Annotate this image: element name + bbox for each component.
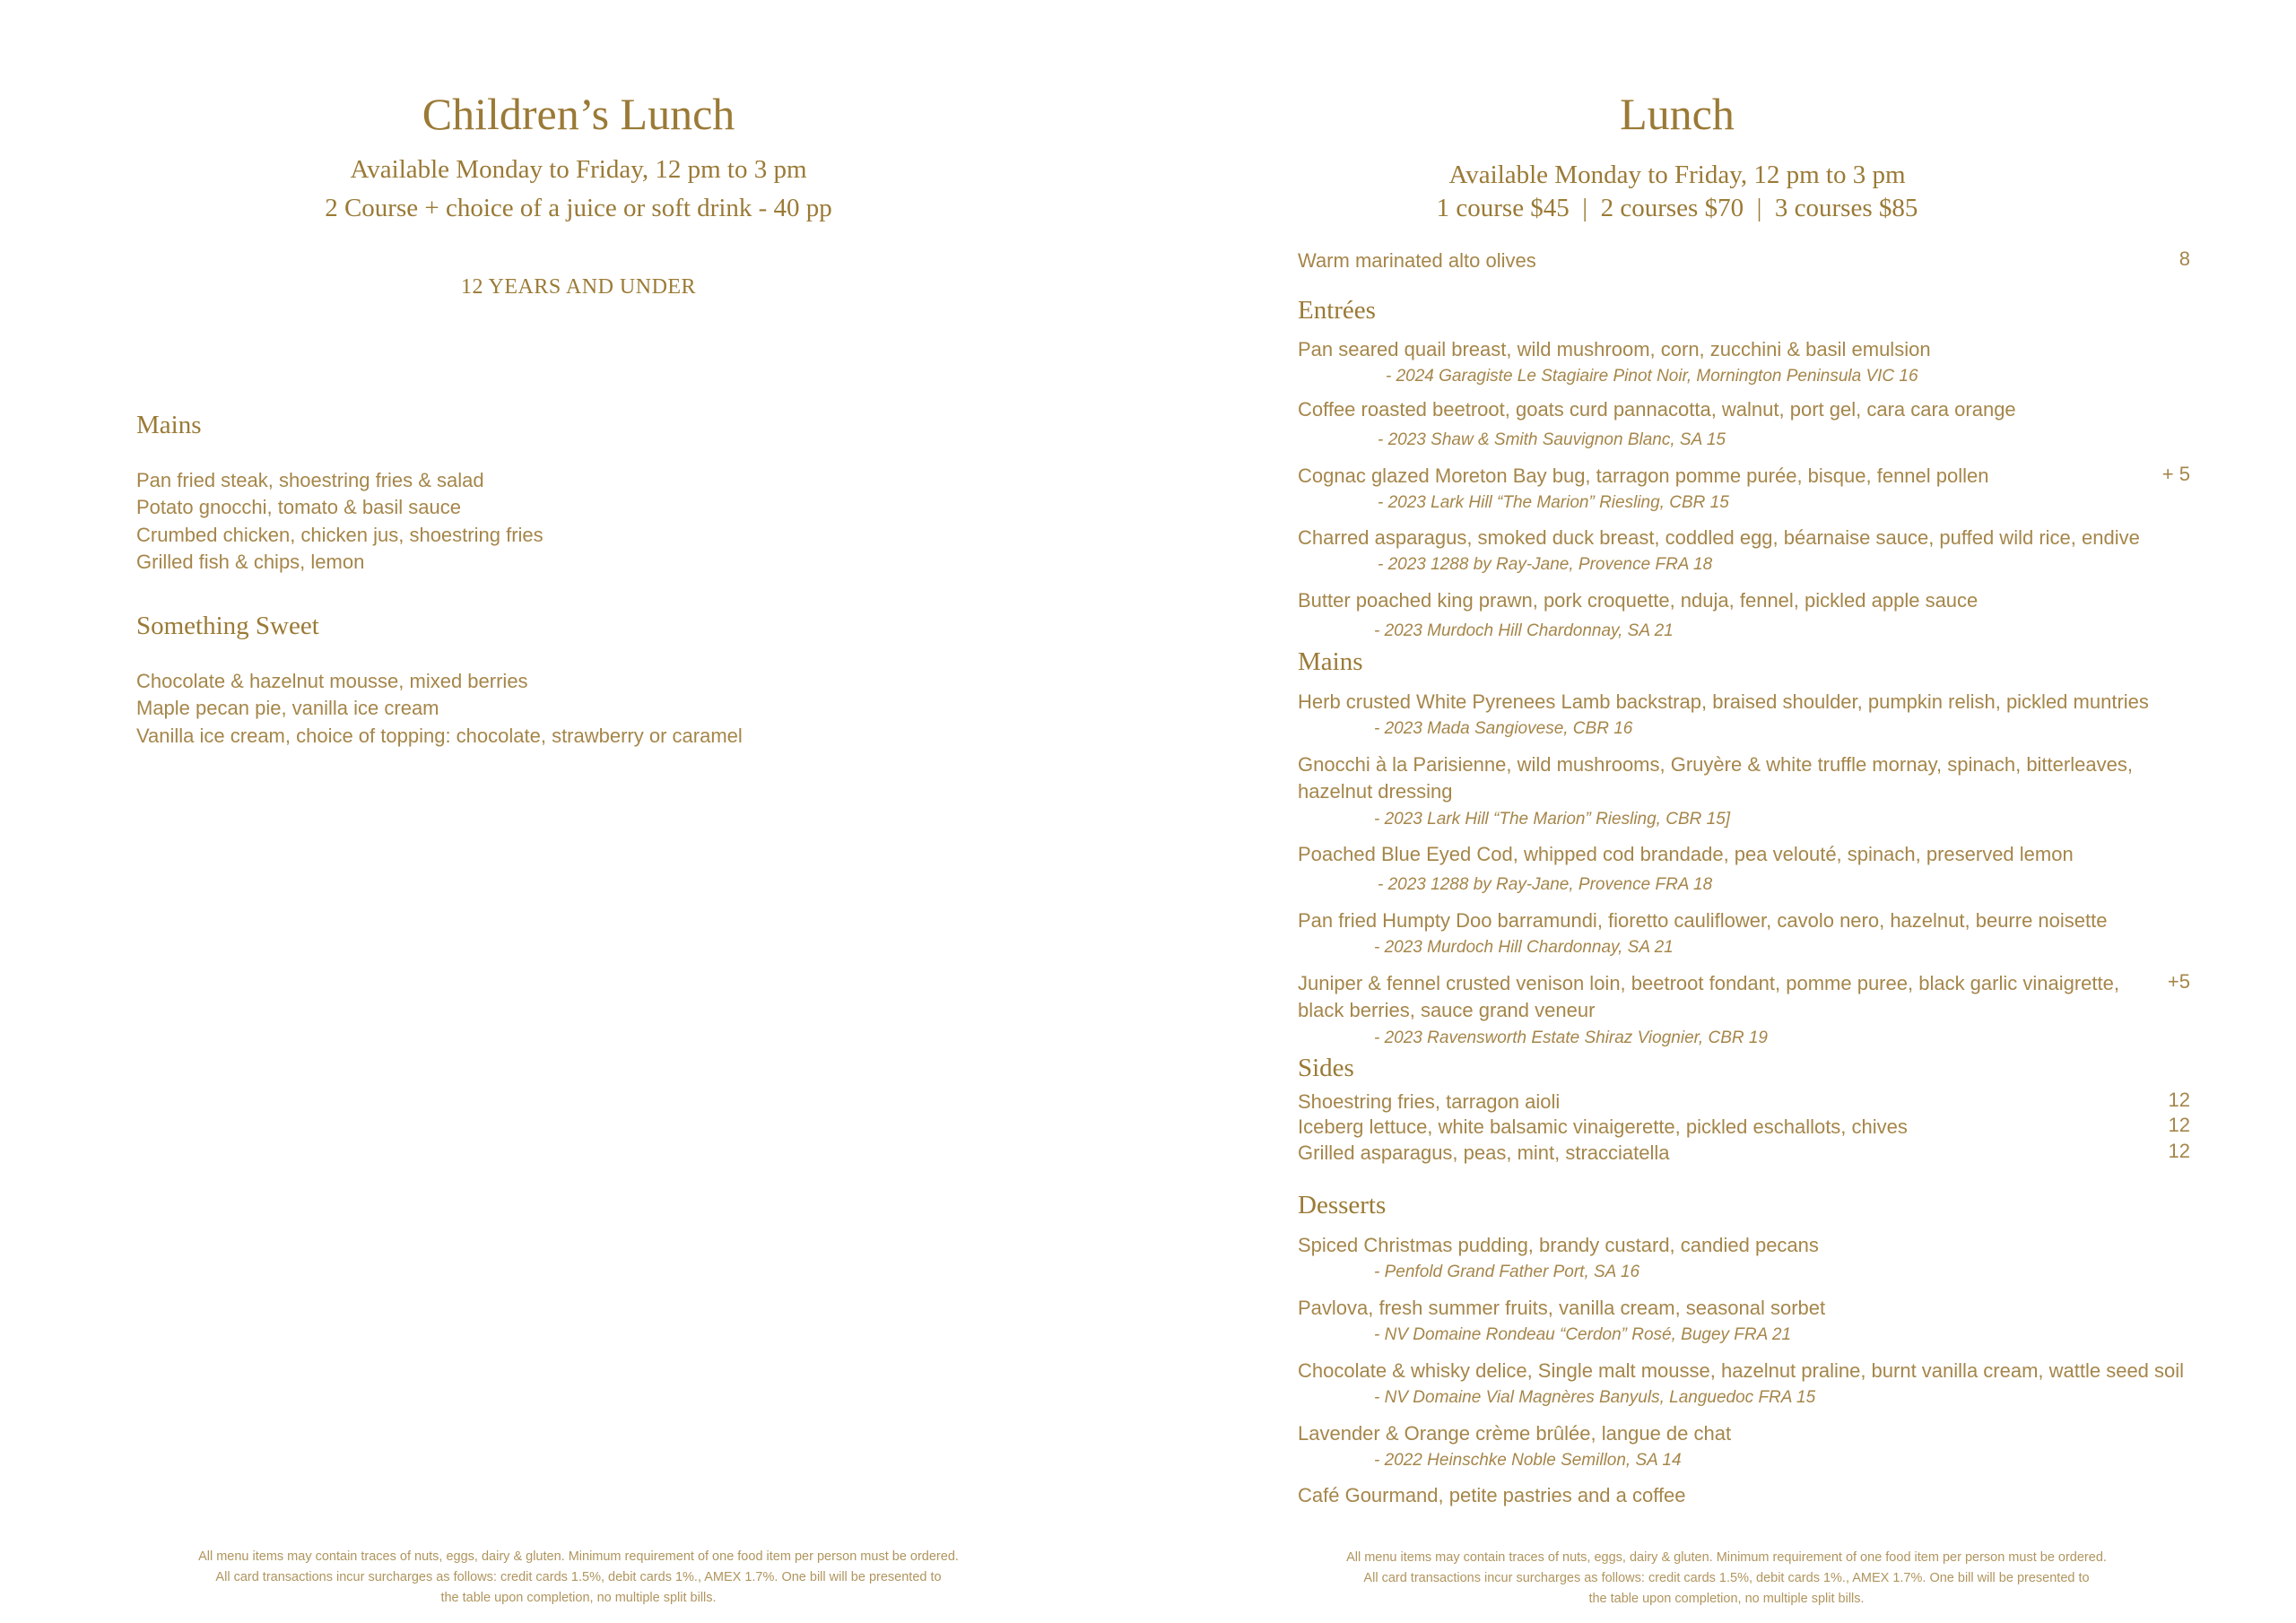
- item-price: +5: [2167, 970, 2190, 993]
- wine-pairing: - 2024 Garagiste Le Stagiaire Pinot Noir, Mornington Peninsula VIC 16: [1386, 367, 1918, 386]
- wine-pairing: - 2023 Ravensworth Estate Shiraz Viognier, CBR 19: [1374, 1028, 1768, 1047]
- menu-item-continued: hazelnut dressing: [1298, 780, 1453, 803]
- wine-pairing: - 2023 Mada Sangiovese, CBR 16: [1374, 719, 1633, 738]
- menu-item: Spiced Christmas pudding, brandy custard, candied pecans: [1298, 1234, 1819, 1256]
- menu-item: Gnocchi à la Parisienne, wild mushrooms, Gruyère & white truffle mornay, spinach, bitterleaves,: [1298, 753, 2133, 776]
- wine-pairing: - 2023 Lark Hill “The Marion” Riesling, CBR 15]: [1374, 810, 1731, 829]
- availability-text: Available Monday to Friday, 12 pm to 3 pm: [1448, 161, 1906, 189]
- footer-line: the table upon completion, no multiple split bills.: [1588, 1592, 1865, 1606]
- list-item: Vanilla ice cream, choice of topping: chocolate, strawberry or caramel: [136, 725, 743, 747]
- footer-note: [108, 1547, 1049, 1609]
- wine-pairing: - NV Domaine Vial Magnères Banyuls, Languedoc FRA 15: [1374, 1388, 1816, 1407]
- menu-item: Pavlova, fresh summer fruits, vanilla cream, seasonal sorbet: [1298, 1297, 1826, 1319]
- menu-item: Pan seared quail breast, wild mushroom, corn, zucchini & basil emulsion: [1298, 338, 1931, 360]
- footer-line: the table upon completion, no multiple split bills.: [440, 1591, 717, 1605]
- list-item: Grilled fish & chips, lemon: [136, 551, 365, 573]
- menu-item: Coffee roasted beetroot, goats curd pannacotta, walnut, port gel, cara cara orange: [1298, 398, 2016, 421]
- wine-pairing: - 2023 Lark Hill “The Marion” Riesling, CBR 15: [1378, 493, 1729, 512]
- wine-pairing: - NV Domaine Rondeau “Cerdon” Rosé, Bugey FRA 21: [1374, 1325, 1792, 1344]
- footer-line: All card transactions incur surcharges as follows: credit cards 1.5%, debit cards 1%., AMEX 1.7%. One bill will be presented to: [1363, 1571, 2090, 1585]
- item-price: 12: [2168, 1089, 2190, 1111]
- wine-pairing: - 2023 1288 by Ray-Jane, Provence FRA 18: [1378, 555, 1713, 574]
- page-title: Children’s Lunch: [422, 89, 735, 139]
- menu-item: Cognac glazed Moreton Bay bug, tarragon pomme purée, bisque, fennel pollen: [1298, 464, 1989, 487]
- footer-line: All menu items may contain traces of nuts, eggs, dairy & gluten. Minimum requirement of one food item per person must be ordered.: [1346, 1550, 2107, 1565]
- entrees-heading: Entrées: [1298, 296, 1376, 325]
- footer-line: All menu items may contain traces of nuts, eggs, dairy & gluten. Minimum requirement of one food item per person must be ordered.: [198, 1549, 959, 1564]
- item-price: + 5: [2161, 463, 2190, 485]
- menu-item: Pan fried Humpty Doo barramundi, fioretto cauliflower, cavolo nero, hazelnut, beurre noisette: [1298, 909, 2108, 932]
- menu-item-continued: black berries, sauce grand veneur: [1298, 999, 1596, 1021]
- menu-item: Poached Blue Eyed Cod, whipped cod brandade, pea velouté, spinach, preserved lemon: [1298, 843, 2074, 865]
- something-sweet-heading: Something Sweet: [136, 612, 319, 640]
- pricing-text: 1 course $45 | 2 courses $70 | 3 courses $85: [1436, 194, 1918, 222]
- mains-heading: Mains: [136, 411, 202, 439]
- footer-note: [1256, 1548, 2197, 1610]
- menu-item: Chocolate & whisky delice, Single malt mousse, hazelnut praline, burnt vanilla cream, wattle seed soil: [1298, 1359, 2185, 1382]
- menu-item: Iceberg lettuce, white balsamic vinaigerette, pickled eschallots, chives: [1298, 1115, 1908, 1138]
- item-price: 12: [2168, 1114, 2190, 1136]
- menu-item: Grilled asparagus, peas, mint, stracciatella: [1298, 1141, 1670, 1164]
- lunch-page: [1148, 0, 2296, 1623]
- menu-item: Lavender & Orange crème brûlée, langue de chat: [1298, 1422, 1732, 1445]
- footer-line: All card transactions incur surcharges as follows: credit cards 1.5%, debit cards 1%., AMEX 1.7%. One bill will be presented to: [215, 1570, 942, 1584]
- list-item: Pan fried steak, shoestring fries & salad: [136, 469, 484, 491]
- wine-pairing: - 2023 Shaw & Smith Sauvignon Blanc, SA 15: [1378, 430, 1726, 449]
- list-item: Potato gnocchi, tomato & basil sauce: [136, 496, 461, 518]
- wine-pairing: - 2023 Murdoch Hill Chardonnay, SA 21: [1374, 621, 1674, 640]
- wine-pairing: - 2023 1288 by Ray-Jane, Provence FRA 18: [1378, 875, 1713, 894]
- menu-item: Café Gourmand, petite pastries and a coffee: [1298, 1484, 1686, 1506]
- menu-item: Butter poached king prawn, pork croquette, nduja, fennel, pickled apple sauce: [1298, 589, 1979, 612]
- age-note: 12 YEARS AND UNDER: [460, 275, 697, 299]
- mains-heading: Mains: [1298, 647, 1363, 676]
- sides-heading: Sides: [1298, 1054, 1354, 1082]
- menu-item: Herb crusted White Pyrenees Lamb backstrap, braised shoulder, pumpkin relish, pickled muntries: [1298, 690, 2149, 713]
- wine-pairing: - 2023 Murdoch Hill Chardonnay, SA 21: [1374, 938, 1674, 957]
- item-price: 12: [2168, 1140, 2190, 1162]
- desserts-heading: Desserts: [1298, 1191, 1387, 1219]
- offer-text: 2 Course + choice of a juice or soft drink - 40 pp: [325, 194, 832, 222]
- menu-item: Shoestring fries, tarragon aioli: [1298, 1090, 1561, 1113]
- item-price: 8: [2179, 247, 2190, 270]
- wine-pairing: - Penfold Grand Father Port, SA 16: [1374, 1263, 1640, 1281]
- list-item: Chocolate & hazelnut mousse, mixed berries: [136, 670, 528, 692]
- menu-item: Juniper & fennel crusted venison loin, beetroot fondant, pomme puree, black garlic vinaigrette,: [1298, 972, 2119, 994]
- page-title: Lunch: [1620, 89, 1735, 139]
- wine-pairing: - 2022 Heinschke Noble Semillon, SA 14: [1374, 1451, 1682, 1470]
- availability-text: Available Monday to Friday, 12 pm to 3 pm: [350, 155, 807, 184]
- list-item: Maple pecan pie, vanilla ice cream: [136, 697, 439, 719]
- menu-item: Charred asparagus, smoked duck breast, coddled egg, béarnaise sauce, puffed wild rice, endive: [1298, 526, 2140, 549]
- olives-item: Warm marinated alto olives: [1298, 249, 1536, 272]
- list-item: Crumbed chicken, chicken jus, shoestring fries: [136, 524, 544, 546]
